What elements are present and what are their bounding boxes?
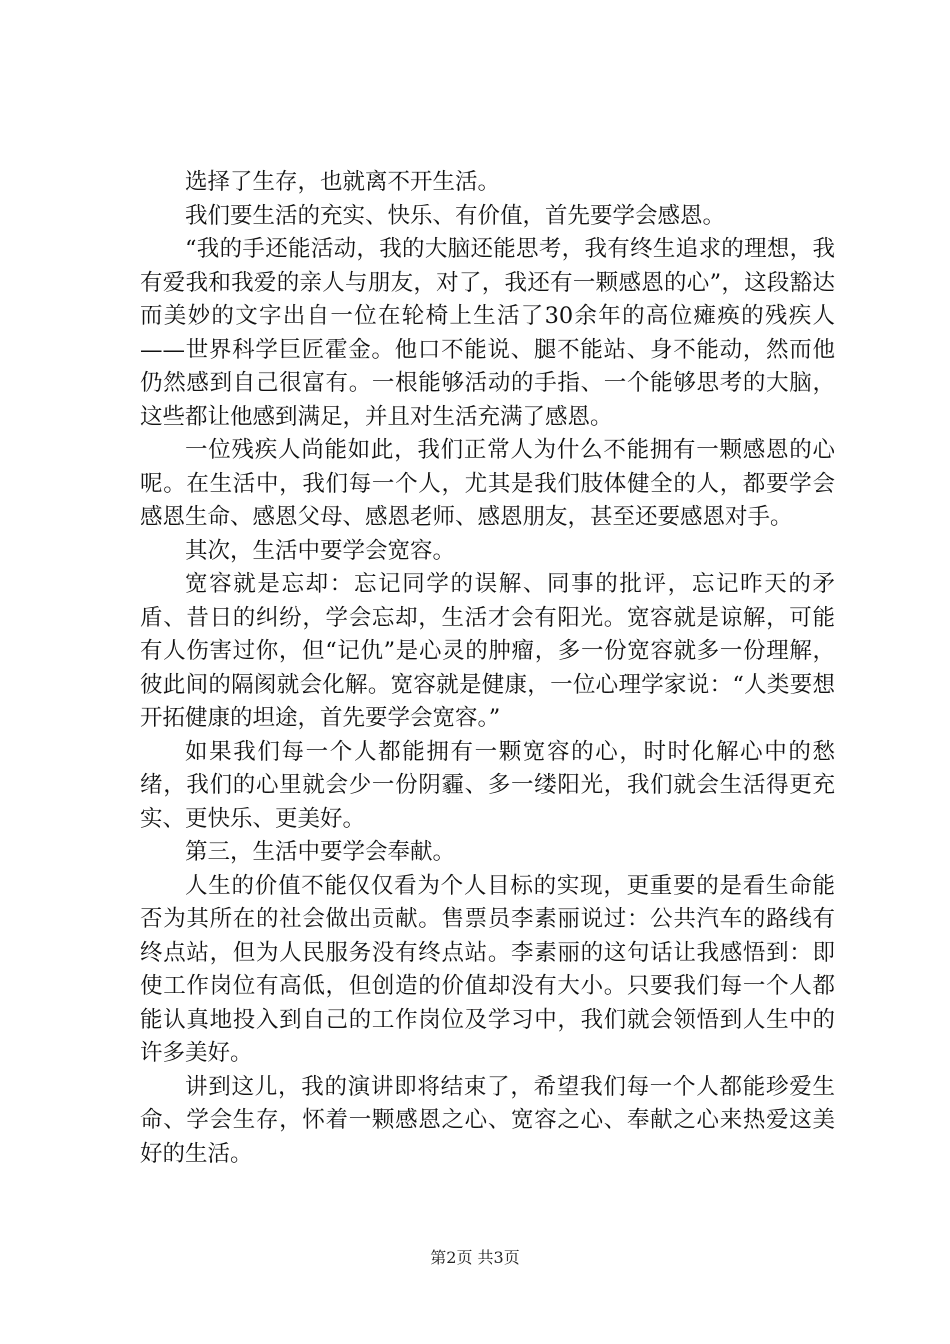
paragraph: 第三，生活中要学会奉献。 — [185, 839, 456, 865]
paragraph: 讲到这儿，我的演讲即将结束了，希望我们每一个人都能珍爱生命、学会生存，怀着一颗感恩之心、宽容之心、奉献之心来热爱这美好的生活。 — [140, 1073, 835, 1167]
paragraph: 人生的价值不能仅仅看为个人目标的实现，更重要的是看生命能否为其所在的社会做出贡献。售票员李素丽说过：公共汽车的路线有终点站，但为人民服务没有终点站。李素丽的这句话让我感悟到：即使工作岗位有高低，但创造的价值却没有大小。只要我们每一个人都能认真地投入到自己的工作岗位及学习中，我们就会领悟到人生中的许多美好。 — [140, 872, 835, 1066]
paragraph: 其次，生活中要学会宽容。 — [185, 537, 456, 564]
page-number-footer: 第2页 共3页 — [430, 1248, 520, 1267]
paragraph: 一位残疾人尚能如此，我们正常人为什么不能拥有一颗感恩的心呢。在生活中，我们每一个人，尤其是我们肢体健全的人，都要学会感恩生命、感恩父母、感恩老师、感恩朋友，甚至还要感恩对手。 — [140, 437, 835, 530]
paragraph: 宽容就是忘却：忘记同学的误解、同事的批评，忘记昨天的矛盾、昔日的纠纷，学会忘却，生活才会有阳光。宽容就是谅解，可能有人伤害过你，但“记仇”是心灵的肿瘤，多一份宽容就多一份理解，彼此间的隔阂就会化解。宽容就是健康，一位心理学家说：“人类要想开拓健康的坦途，首先要学会宽容。” — [140, 571, 835, 731]
paragraph: “我的手还能活动，我的大脑还能思考，我有终生追求的理想，我有爱我和我爱的亲人与朋友，对了，我还有一颗感恩的心”，这段豁达而美妙的文字出自一位在轮椅上生活了30余年的高位瘫痪的残疾人——世界科学巨匠霍金。他口不能说、腿不能站、身不能动，然而他仍然感到自己很富有。一根能够活动的手指、一个能够思考的大脑，这些都让他感到满足，并且对生活充满了感恩。 — [140, 236, 835, 430]
paragraph: 如果我们每一个人都能拥有一颗宽容的心，时时化解心中的愁绪，我们的心里就会少一份阴霾、多一缕阳光，我们就会生活得更充实、更快乐、更美好。 — [140, 738, 835, 832]
paragraph: 选择了生存，也就离不开生活。 — [185, 169, 501, 195]
paragraph: 我们要生活的充实、快乐、有价值，首先要学会感恩。 — [185, 202, 726, 229]
document-body — [140, 166, 835, 1171]
